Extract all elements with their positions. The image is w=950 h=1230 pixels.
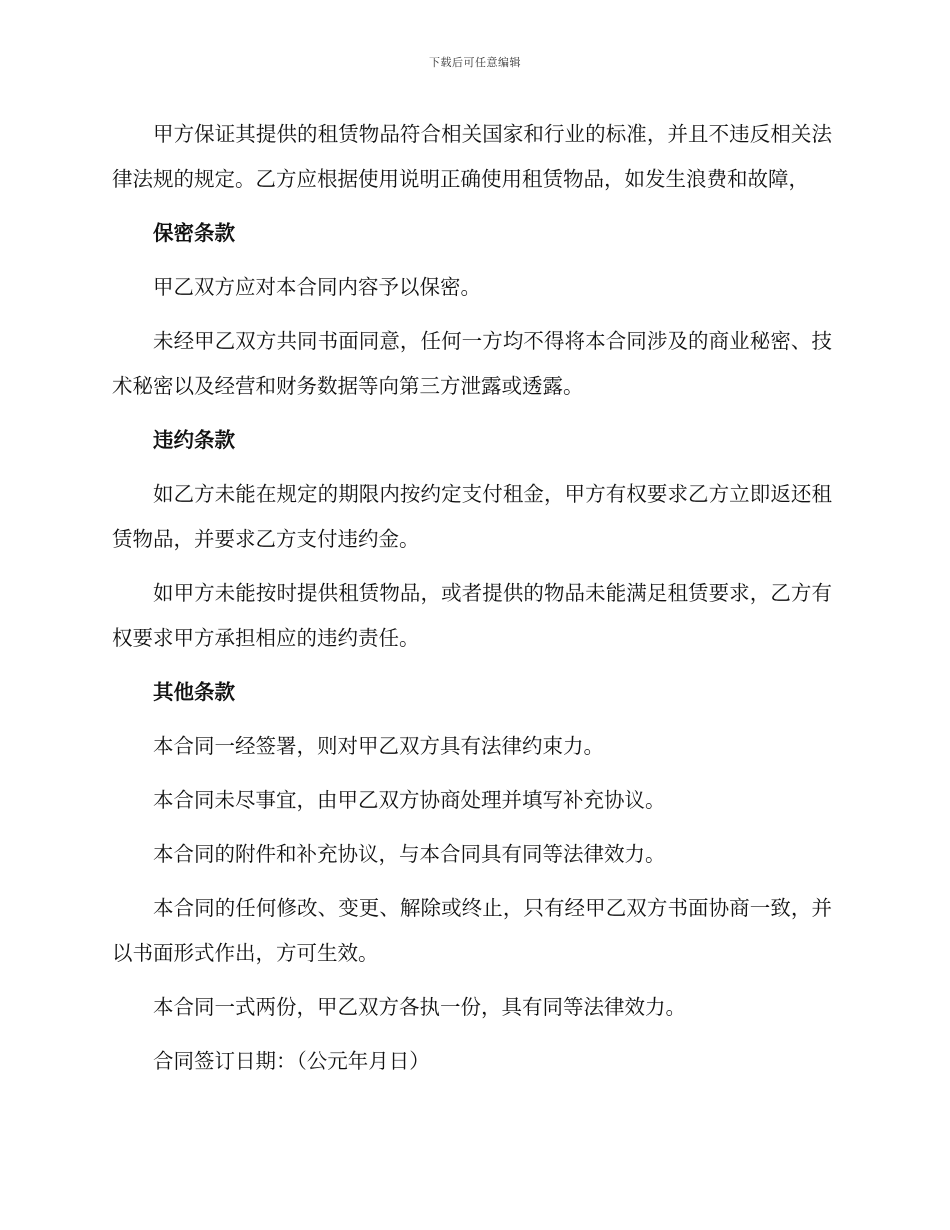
page-header: 下载后可任意编辑 (429, 56, 521, 69)
paragraph-breach-party-a: 如甲方未能按时提供租赁物品，或者提供的物品未能满足租赁要求，乙方有权要求甲方承担相应的违约责任。 (112, 581, 832, 650)
paragraph-binding-effect: 本合同一经签署，则对甲乙双方具有法律约束力。 (153, 734, 604, 758)
heading-confidentiality: 保密条款 (153, 221, 235, 245)
document-body (112, 112, 832, 1093)
paragraph-no-disclosure: 未经甲乙双方共同书面同意，任何一方均不得将本合同涉及的商业秘密、技术秘密以及经营和财务数据等向第三方泄露或透露。 (112, 329, 832, 398)
paragraph-rental-standards: 甲方保证其提供的租赁物品符合相关国家和行业的标准，并且不违反相关法律法规的规定。乙方应根据使用说明正确使用租赁物品，如发生浪费和故障， (112, 122, 832, 191)
paragraph-amendments: 本合同的任何修改、变更、解除或终止，只有经甲乙双方书面协商一致，并以书面形式作出，方可生效。 (112, 896, 832, 965)
paragraph-signing-date: 合同签订日期：（公元年月日） (153, 1049, 430, 1073)
paragraph-supplementary: 本合同未尽事宜，由甲乙双方协商处理并填写补充协议。 (153, 788, 666, 812)
paragraph-copies: 本合同一式两份，甲乙双方各执一份，具有同等法律效力。 (153, 995, 686, 1019)
heading-breach: 违约条款 (153, 428, 235, 452)
paragraph-attachments: 本合同的附件和补充协议，与本合同具有同等法律效力。 (153, 842, 666, 866)
paragraph-confidentiality-duty: 甲乙双方应对本合同内容予以保密。 (153, 275, 481, 299)
paragraph-breach-party-b: 如乙方未能在规定的期限内按约定支付租金，甲方有权要求乙方立即返还租赁物品，并要求乙方支付违约金。 (112, 482, 832, 551)
heading-other-terms: 其他条款 (153, 680, 235, 704)
